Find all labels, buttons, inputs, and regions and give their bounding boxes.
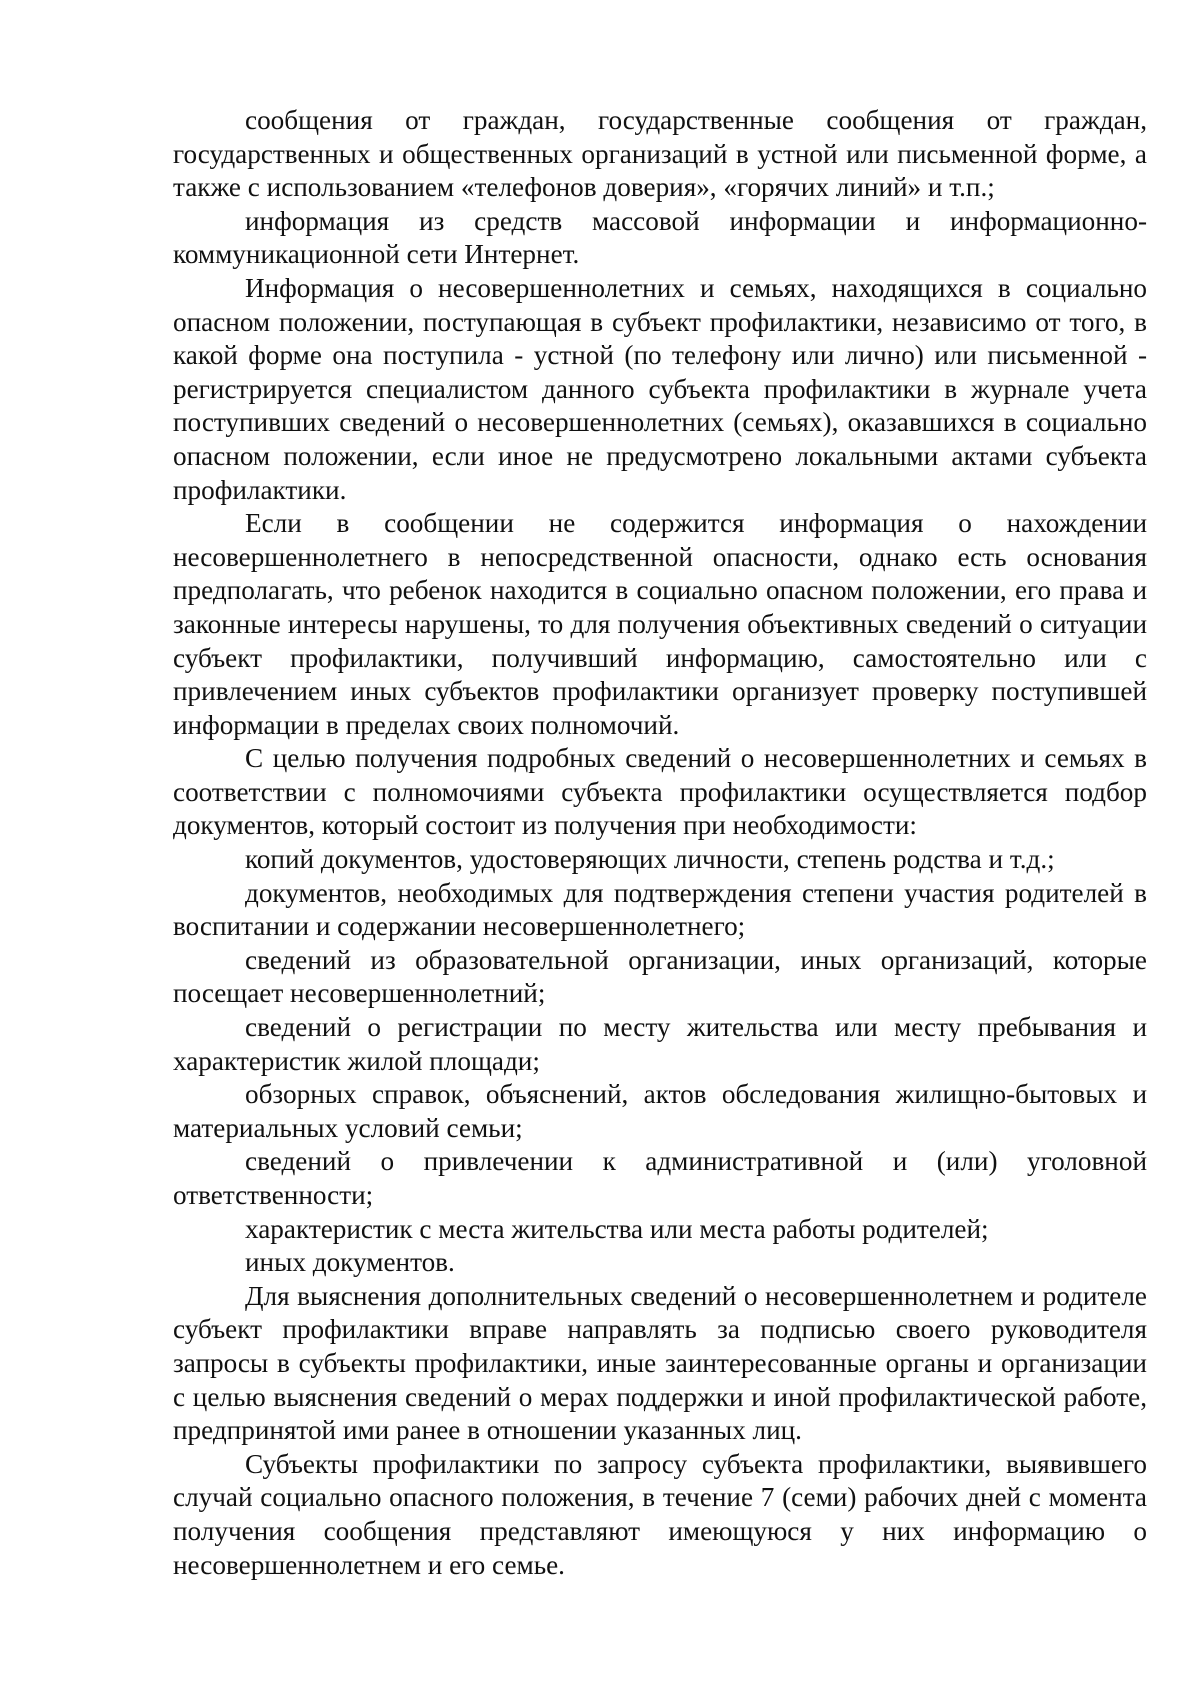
paragraph: Если в сообщении не содержится информация о нахождении несовершеннолетнего в непосредственной опасности, однако есть основания предполагать, что ребенок находится в социально опасном положении, его права и законные интересы нарушены, то для получения объективных сведений о ситуации субъект профилактики, получивший информацию, самостоятельно или с привлечением иных субъектов профилактики организует проверку поступившей информации в пределах своих полномочий. — [173, 508, 1147, 740]
paragraph: Субъекты профилактики по запросу субъекта профилактики, выявившего случай социально опасного положения, в течение 7 (семи) рабочих дней с момента получения сообщения представляют имеющуюся у них информацию о несовершеннолетнем и его семье. — [173, 1448, 1147, 1580]
paragraph: Для выяснения дополнительных сведений о несовершеннолетнем и родителе субъект профилактики вправе направлять за подписью своего руководителя запросы в субъекты профилактики, иные заинтересованные органы и организации с целью выяснения сведений о мерах поддержки и иной профилактической работе, предпринятой ими ранее в отношении указанных лиц. — [173, 1280, 1147, 1446]
list-item: обзорных справок, объяснений, актов обследования жилищно-бытовых и материальных условий семьи; — [173, 1079, 1147, 1143]
paragraph: сообщения от граждан, государственные сообщения от граждан, государственных и общественных организаций в устной или письменной форме, а также с использованием «телефонов доверия», «горячих линий» и т.п.; — [173, 105, 1147, 203]
paragraph: Информация о несовершеннолетних и семьях, находящихся в социально опасном положении, поступающая в субъект профилактики, независимо от того, в какой форме она поступила - устной (по телефону или лично) или письменной - регистрируется специалистом данного субъекта профилактики в журнале учета поступивших сведений о несовершеннолетних (семьях), оказавшихся в социально опасном положении, если иное не предусмотрено локальными актами субъекта профилактики. — [173, 272, 1147, 505]
list-item: документов, необходимых для подтверждения степени участия родителей в воспитании и содержании несовершеннолетнего; — [173, 877, 1147, 942]
list-item: сведений о привлечении к административной и (или) уголовной ответственности; — [173, 1146, 1147, 1210]
paragraph: С целью получения подробных сведений о несовершеннолетних и семьях в соответствии с полномочиями субъекта профилактики осуществляется подбор документов, который состоит из получения при необходимости: — [173, 743, 1147, 841]
paragraph: информация из средств массовой информации и информационно-коммуникационной сети Интернет. — [173, 205, 1147, 270]
list-item: сведений из образовательной организации, иных организаций, которые посещает несовершеннолетний; — [173, 944, 1147, 1009]
list-item: характеристик с места жительства или места работы родителей; — [245, 1213, 989, 1244]
document-page — [173, 104, 1147, 1582]
list-item: иных документов. — [245, 1247, 455, 1278]
list-item: сведений о регистрации по месту жительства или месту пребывания и характеристик жилой площади; — [173, 1012, 1147, 1076]
list-item: копий документов, удостоверяющих личности, степень родства и т.д.; — [245, 844, 1055, 875]
